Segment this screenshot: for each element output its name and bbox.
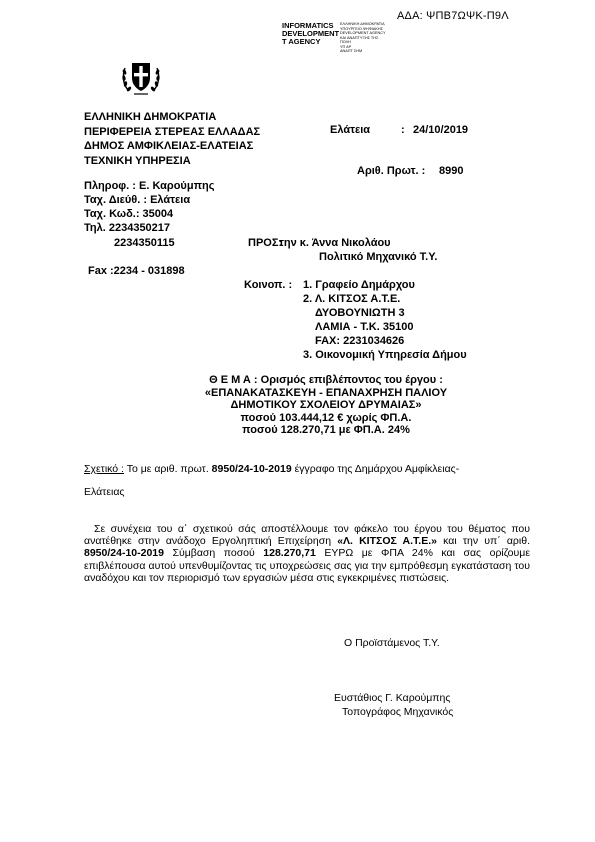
cc-label: Κοινοπ. : bbox=[244, 279, 293, 291]
recipient-role: Πολιτικό Μηχανικό Τ.Υ. bbox=[319, 251, 438, 263]
signature-title: Ο Προϊστάμενος Τ.Υ. bbox=[344, 637, 440, 649]
subject-block bbox=[156, 374, 496, 437]
issuer-line: ΔΗΜΟΣ ΑΜΦΙΚΛΕΙΑΣ-ΕΛΑΤΕΙΑΣ bbox=[84, 140, 254, 152]
cc-line: ΔΥΟΒΟΥΝΙΩΤΗ 3 bbox=[315, 307, 405, 319]
cc-line: ΛΑΜΙΑ - Τ.Κ. 35100 bbox=[315, 321, 414, 333]
registry-right-line: ΥΠ ΑΡ bbox=[340, 44, 352, 49]
issuer-line: ΕΛΛΗΝΙΚΗ ΔΗΜΟΚΡΑΤΙΑ bbox=[84, 111, 217, 123]
issuer-line: ΤΕΧΝΙΚΗ ΥΠΗΡΕΣΙΑ bbox=[84, 154, 191, 167]
body-paragraph bbox=[84, 523, 530, 584]
contract-ref: 8950/24-10-2019 bbox=[84, 547, 164, 560]
recipient-label: ΠΡΟΣ: bbox=[248, 237, 283, 249]
related-continuation: Ελάτειας bbox=[84, 486, 125, 498]
contact-info: Πληροφ. : Ε. Καρούμπης bbox=[84, 180, 215, 192]
related-text: έγγραφο της Δημάρχου Αμφίκλειας- bbox=[291, 463, 460, 475]
contact-fax: Fax :2234 - 031898 bbox=[88, 265, 185, 277]
ada-code: ΑΔΑ: ΨΠΒ7ΩΨΚ-Π9Λ bbox=[397, 10, 509, 22]
subject-line: «ΕΠΑΝΑΚΑΤΑΣΚΕΥΗ - ΕΠΑΝΑΧΡΗΣΗ ΠΑΛΙΟΥ bbox=[204, 386, 448, 399]
contact-phone-2: 2234350115 bbox=[114, 237, 175, 249]
registry-right-line: ΥΠΟΥΡΓΕΙΟ ΨΗΦΙΑΚΗΣ bbox=[340, 26, 384, 31]
date-separator: : bbox=[401, 124, 405, 136]
body-text: και την υπ΄ αριθ. bbox=[437, 535, 530, 548]
subject-line: ποσού 103.444,12 € χωρίς ΦΠ.Α. bbox=[240, 411, 412, 424]
cc-line: 1. Γραφείο Δημάρχου bbox=[303, 279, 415, 291]
cc-line: 2. Λ. ΚΙΤΣΟΣ Α.Τ.Ε. bbox=[303, 293, 401, 305]
greek-emblem-icon bbox=[120, 56, 162, 98]
registry-right-line: DEVELOPMENT AGENCY bbox=[340, 31, 386, 35]
contact-postcode: Ταχ. Κωδ.: 35004 bbox=[84, 208, 174, 220]
contact-phone: Τηλ. 2234350217 bbox=[84, 222, 171, 234]
subject-line: ΔΗΜΟΤΙΚΟΥ ΣΧΟΛΕΙΟΥ ΔΡΥΜΑΙΑΣ» bbox=[230, 399, 422, 411]
registry-left-line: DEVELOPMENT bbox=[282, 29, 340, 38]
registry-stamp bbox=[282, 22, 462, 52]
protocol-label: Αριθ. Πρωτ. : bbox=[357, 165, 426, 177]
cc-line: 3. Οικονομική Υπηρεσία Δήμου bbox=[303, 349, 467, 361]
related-text: Το με αριθ. πρωτ. bbox=[123, 463, 212, 475]
protocol-number: 8990 bbox=[439, 165, 464, 177]
registry-right-line: ΑΝΑΠΤ ΣΗΜ bbox=[340, 49, 363, 53]
related-ref: 8950/24-10-2019 bbox=[211, 463, 292, 475]
registry-left-line: INFORMATICS bbox=[282, 21, 334, 30]
body-text: Σύμβαση ποσού bbox=[164, 547, 264, 560]
cc-line: FAX: 2231034626 bbox=[315, 335, 405, 347]
signature-role: Τοπογράφος Μηχανικός bbox=[342, 706, 454, 718]
contact-address: Ταχ. Διεύθ. : Ελάτεια bbox=[84, 194, 191, 206]
signature-name: Ευστάθιος Γ. Καρούμπης bbox=[334, 692, 451, 704]
document-date: 24/10/2019 bbox=[413, 124, 469, 136]
subject-line: Θ Ε Μ Α : Ορισμός επιβλέποντος του έργου : bbox=[209, 374, 443, 386]
issuer-line: ΠΕΡΙΦΕΡΕΙΑ ΣΤΕΡΕΑΣ ΕΛΛΑΔΑΣ bbox=[84, 125, 261, 138]
related-label: Σχετικό : bbox=[84, 463, 124, 475]
body-text: Σε συνέχεια του α΄ σχετικού σάς αποστέλλουμε τον φάκελο του έργου του θέματος που ανατέθηκε στην ανάδοχο Εργοληπτική Επιχείρηση bbox=[84, 523, 530, 548]
registry-right-line: ΚΑΙ ΑΝΑΠΤΥΞΗΣ ΤΗΣ bbox=[340, 35, 379, 40]
subject-line: ποσού 128.270,71 με ΦΠ.Α. 24% bbox=[242, 424, 410, 436]
related-line bbox=[84, 463, 459, 475]
registry-left-line: T AGENCY bbox=[282, 37, 321, 46]
place-label: Ελάτεια bbox=[330, 124, 371, 136]
contractor-name: «Λ. ΚΙΤΣΟΣ Α.Τ.Ε.» bbox=[337, 535, 437, 548]
contract-amount: 128.270,71 bbox=[263, 547, 316, 560]
issuer-header bbox=[84, 110, 260, 168]
registry-right-line: ΠΟΛΗ bbox=[340, 40, 351, 44]
registry-right-line: ΕΛΛΗΝΙΚΗ ΔΗΜΟΚΡΑΤΙΑ bbox=[340, 22, 385, 26]
recipient-name: την κ. Άννα Νικολάου bbox=[279, 237, 391, 249]
body-text: ΕΥΡΩ με ΦΠΑ 24% και σας ορίζουμε επιβλέπουσα αυτού υπενθυμίζοντας τις υποχρεώσεις σας για την εμπρόθεσμη εγκατάσταση του αναδόχου και τον περιορισμό των εργασιών μέσα στις εγκεκριμένες πιστώσεις. bbox=[84, 547, 530, 584]
